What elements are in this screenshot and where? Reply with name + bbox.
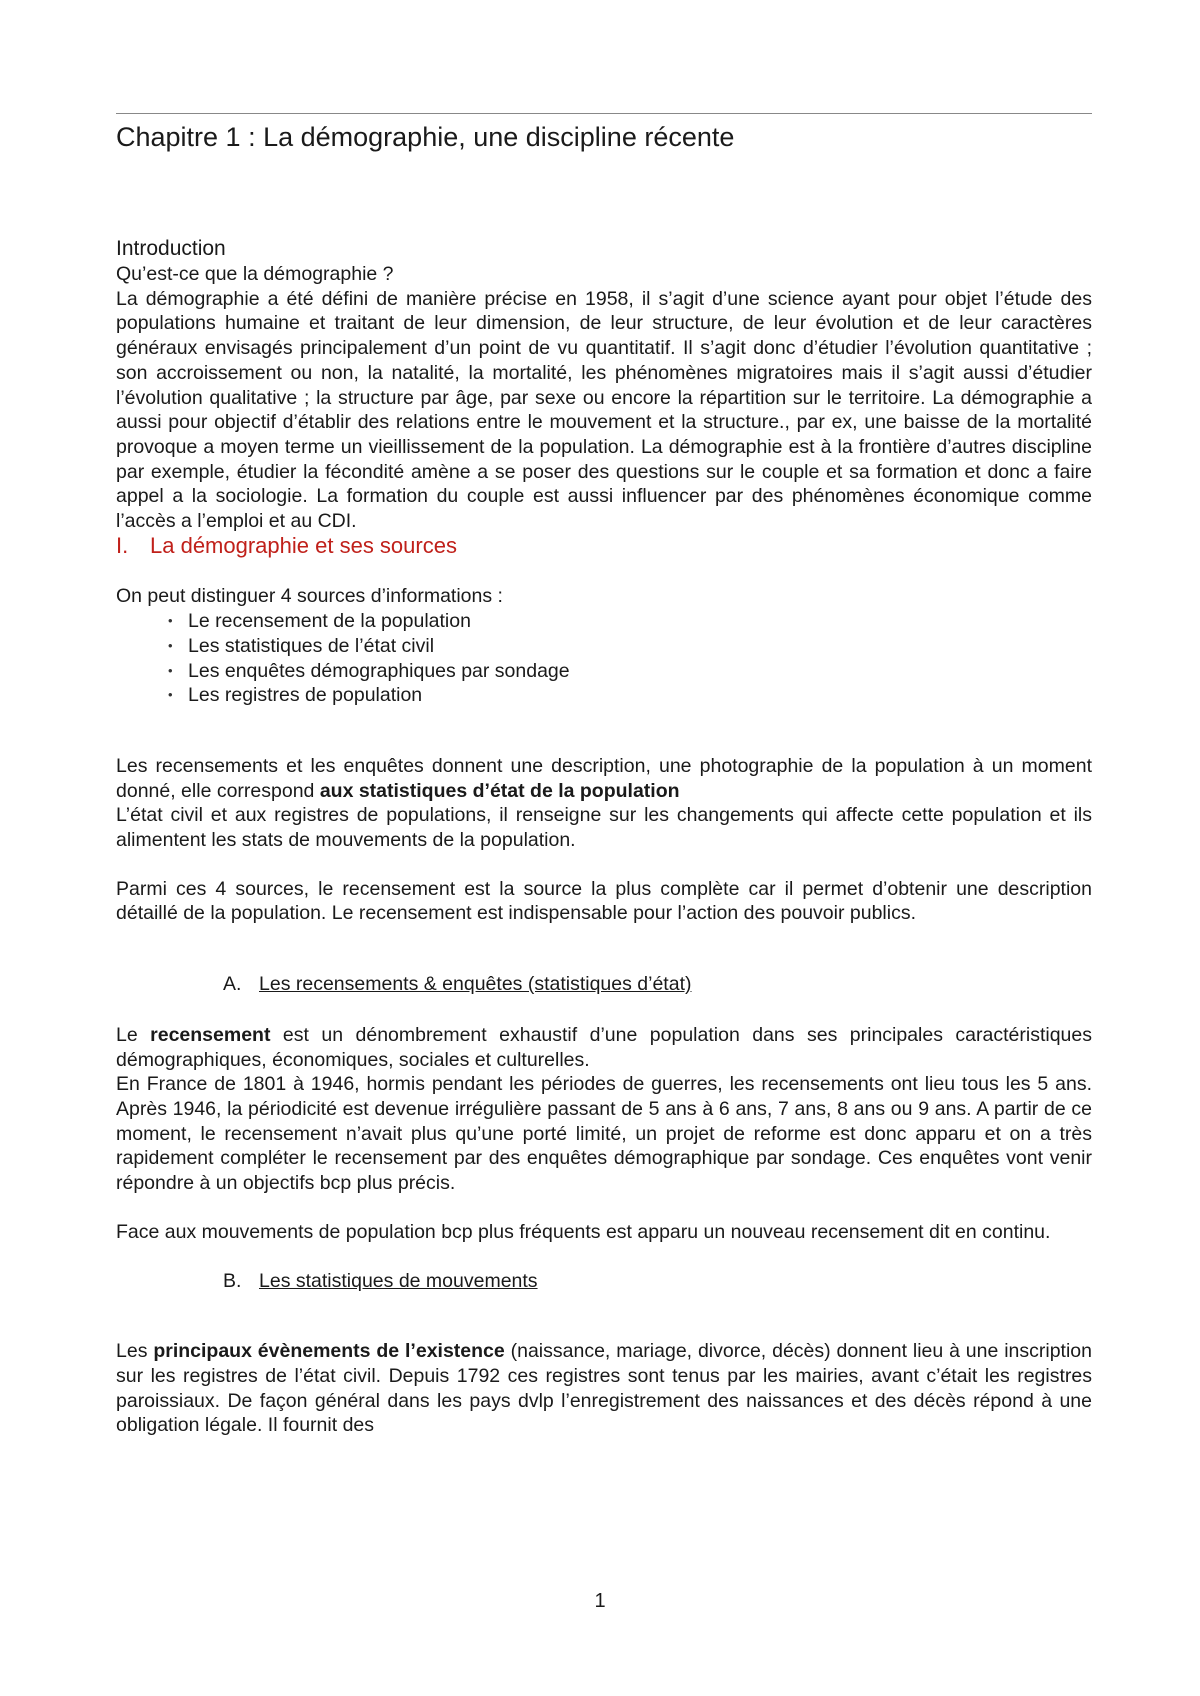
page-number: 1: [594, 1590, 606, 1612]
intro-question: Qu’est-ce que la démographie ?: [116, 263, 394, 285]
subsection-title: Les statistiques de mouvements: [259, 1269, 538, 1292]
sources-lead: On peut distinguer 4 sources d’informations :: [116, 585, 503, 608]
paragraph-history: En France de 1801 à 1946, hormis pendant les périodes de guerres, les recensements ont lieu tous les 5 ans. Après 1946, la périodicité est devenue irrégulière passant de 5 ans à 6 ans, 7 ans, 8 ans ou 9 ans. A partir de ce moment, le recensement n’avait plus qu’une porté limité, un projet de reforme est donc apparu et on a très rapidement compléter le recensement par des enquêtes démographique par sondage. Ces enquêtes vont venir répondre à un objectifs bcp plus précis.: [116, 1073, 1092, 1195]
intro-heading: Introduction: [116, 237, 226, 260]
paragraph-text: Les: [116, 1340, 154, 1363]
subsection-title: Les recensements & enquêtes (statistiques d’état): [259, 973, 692, 996]
subsection-a-heading: [116, 972, 1092, 997]
paragraph-text: Les recensements et les enquêtes donnent une description, une photographie de la population à un moment donné, elle correspond: [116, 754, 1092, 802]
header-rule: [116, 113, 1092, 114]
list-item: • Les enquêtes démographiques par sondage: [168, 659, 1092, 684]
section-title: La démographie et ses sources: [150, 532, 457, 558]
subsection-letter: A.: [223, 973, 242, 996]
document-body: [116, 236, 1092, 1438]
subsection-letter: B.: [223, 1269, 242, 1292]
chapter-title: Chapitre 1 : La démographie, une discipline récente: [116, 122, 735, 152]
paragraph-recensement: [116, 1023, 1092, 1072]
paragraph-sources-comparison: Parmi ces 4 sources, le recensement est la source la plus complète car il permet d’obtenir une description détaillé de la population. Le recensement est indispensable pour l’action des pouvoir publics.: [116, 877, 1092, 925]
intro-paragraph: La démographie a été défini de manière précise en 1958, il s’agit d’une science ayant pour objet l’étude des populations humaine et traitant de leur dimension, de leur structure, de leur évolution et de leur caractères généraux envisagés principalement d’un point de vu quantitatif. Il s’agit donc d’étudier l’évolution quantitative ; son accroissement ou non, la natalité, la mortalité, les phénomènes migratoires mais il s’agit aussi d’étudier l’évolution qualitative ; la structure par âge, par sexe ou encore la répartition sur le territoire. La démographie a aussi pour objectif d’établir des relations entre le mouvement et la structure., par ex, une baisse de la mortalité provoque a moyen terme un vieillissement de la population. La démographie est à la frontière d’autres discipline par exemple, étudier la fécondité amène a se poser des questions sur le couple et sa formation et donc a faire appel a la sociologie. La formation du couple est aussi influencer par des phénomènes économique comme l’accès a l’emploi et au CDI.: [116, 287, 1092, 533]
bold-term: aux statistiques d’état de la population: [319, 779, 680, 802]
paragraph-etat-civil: L’état civil et aux registres de populations, il renseigne sur les changements qui affecte cette population et ils alimentent les stats de mouvements de la population.: [116, 804, 1092, 852]
paragraph-text: (naissance, mariage, divorce, décès) donnent lieu à une inscription sur les registres de l’état civil. Depuis 1792 ces registres sont tenus par les mairies, avant c’était les registres paroissiaux. De façon général dans les pays dvlp l’enregistrement des naissances et des décès répond à une obligation légale. Il fournit des: [116, 1340, 1092, 1437]
list-item: • Les registres de population: [168, 683, 1092, 708]
section-number: I.: [116, 532, 129, 558]
subsection-b-heading: [116, 1269, 1092, 1294]
paragraph-continu: Face aux mouvements de population bcp plus fréquents est apparu un nouveau recensement dit en continu.: [116, 1220, 1051, 1243]
paragraph-text: est un dénombrement exhaustif d’une population dans ses principales caractéristiques démographiques, économiques, sociales et culturelles.: [116, 1023, 1092, 1071]
sources-list: [116, 609, 1092, 708]
paragraph-text: Le: [116, 1023, 151, 1046]
paragraph-description: [116, 754, 1092, 803]
paragraph-evenements: [116, 1339, 1092, 1438]
list-item: • Les statistiques de l’état civil: [168, 634, 1092, 659]
list-item: • Le recensement de la population: [168, 609, 1092, 634]
bold-term: recensement: [150, 1023, 271, 1046]
bold-term: principaux évènements de l’existence: [153, 1340, 505, 1363]
section-heading: [116, 534, 1092, 559]
